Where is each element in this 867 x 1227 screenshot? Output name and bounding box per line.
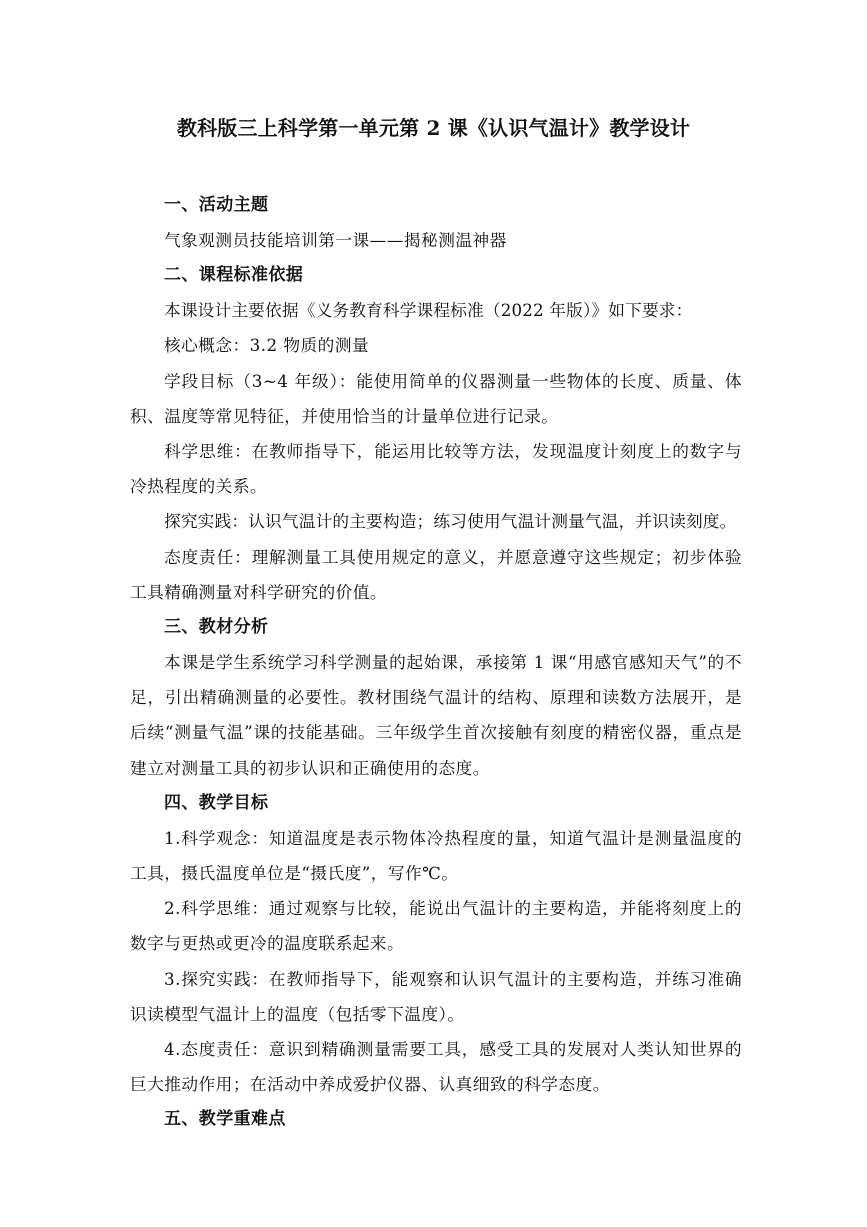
section-heading-key-points: 五、教学重难点 [164,1109,286,1130]
teaching-objective-item: 4.态度责任：意识到精确测量需要工具，感受工具的发展对人类认知世界的巨大推动作用；在活动中养成爱护仪器、认真细致的科学态度。 [130,1039,742,1095]
section-heading-activity-theme: 一、活动主题 [164,195,269,215]
section-heading-teaching-objectives: 四、教学目标 [164,792,269,813]
teaching-objective-item: 3.探究实践：在教师指导下，能观察和认识气温计的主要构造，并练习准确识读模型气温计上的温度（包括零下温度）。 [130,968,742,1024]
stage-goal-text: 学段目标（3~4 年级）：能使用简单的仪器测量一些物体的长度、质量、体积、温度等常见特征，并使用恰当的计量单位进行记录。 [130,370,742,426]
attitude-responsibility-text: 态度责任：理解测量工具使用规定的意义，并愿意遵守这些规定；初步体验工具精确测量对科学研究的价值。 [130,546,742,602]
textbook-analysis-text: 本课是学生系统学习科学测量的起始课，承接第 1 课“用感官感知天气”的不足，引出精确测量的必要性。教材围绕气温计的结构、原理和读数方法展开，是后续“测量气温”课的技能基础。三年级学生首次接触有刻度的精密仪器，重点是建立对测量工具的初步认识和正确使用的态度。 [130,652,742,778]
section-heading-curriculum-basis: 二、课程标准依据 [164,265,304,286]
scientific-thinking-text: 科学思维：在教师指导下，能运用比较等方法，发现温度计刻度上的数字与冷热程度的关系。 [130,441,742,497]
curriculum-basis-intro: 本课设计主要依据《义务教育科学课程标准（2022 年版）》如下要求： [164,300,693,321]
inquiry-practice-text: 探究实践：认识气温计的主要构造；练习使用气温计测量气温，并识读刻度。 [164,511,737,532]
document-body [130,188,742,1137]
document-title: 教科版三上科学第一单元第 2 课《认识气温计》教学设计 [176,116,691,140]
teaching-objective-item: 1.科学观念：知道温度是表示物体冷热程度的量，知道气温计是测量温度的工具，摄氏温度单位是“摄氏度”，写作℃。 [130,827,742,884]
teaching-objective-item: 2.科学思维：通过观察与比较，能说出气温计的主要构造，并能将刻度上的数字与更热或更冷的温度联系起来。 [130,898,742,954]
section-heading-textbook-analysis: 三、教材分析 [164,617,269,638]
activity-theme-text: 气象观测员技能培训第一课——揭秘测温神器 [164,230,507,250]
core-concept-text: 核心概念：3.2 物质的测量 [164,335,370,356]
